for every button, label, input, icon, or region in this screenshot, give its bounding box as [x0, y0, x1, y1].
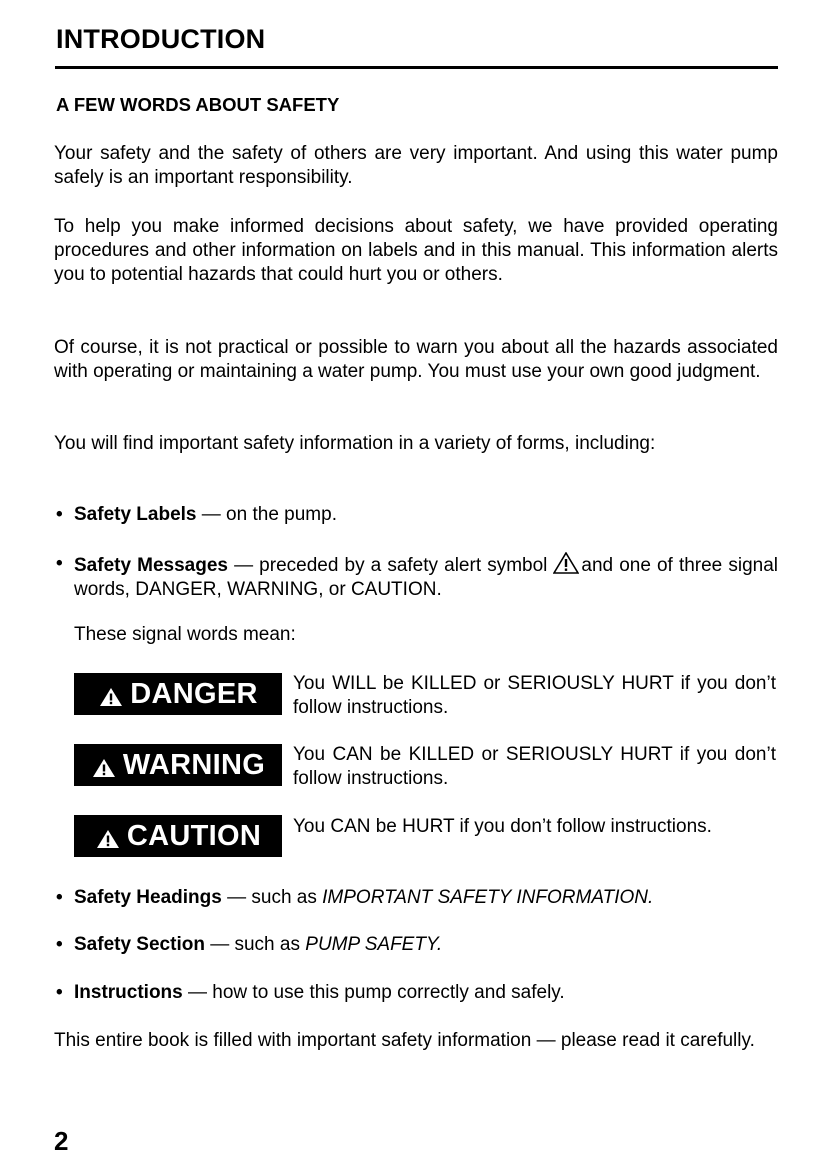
- danger-meaning: You WILL be KILLED or SERIOUSLY HURT if you don’t follow instructions.: [293, 673, 776, 718]
- bullet-safety-messages: [56, 552, 778, 602]
- title-rule: [55, 66, 778, 69]
- warning-signal-box: [74, 744, 282, 786]
- subheading: A FEW WORDS ABOUT SAFETY: [56, 94, 340, 115]
- bullet-text-after: and one of three signal words, DANGER, WARNING, or CAUTION.: [74, 555, 778, 600]
- bullet-text-before: — preceded by a safety alert symbol: [227, 555, 548, 576]
- caution-meaning: You CAN be HURT if you don’t follow instructions.: [293, 816, 712, 837]
- bullet-example: IMPORTANT SAFETY INFORMATION.: [322, 887, 654, 908]
- warning-triangle-icon: [98, 683, 124, 705]
- bullet-dot: •: [56, 934, 63, 955]
- bullet-term: Instructions: [74, 982, 183, 1003]
- bullet-dot: •: [56, 504, 63, 525]
- bullet-safety-labels: [56, 503, 776, 527]
- bullet-term: Safety Messages: [74, 555, 228, 576]
- bullet-term: Safety Headings: [74, 887, 222, 908]
- paragraph-3: Of course, it is not practical or possible to warn you about all the hazards associated with operating or maintaining a water pump. You must use your own good judgment.: [54, 337, 778, 382]
- warning-triangle-icon: [95, 825, 121, 847]
- bullet-dot: •: [56, 887, 63, 908]
- bullet-safety-section: [56, 933, 776, 957]
- bullet-text: — on the pump.: [196, 504, 337, 525]
- signal-word: WARNING: [122, 748, 266, 781]
- bullet-example: PUMP SAFETY.: [305, 934, 443, 955]
- safety-alert-triangle-icon: [553, 552, 579, 574]
- bullet-term: Safety Section: [74, 934, 205, 955]
- bullet-dot: •: [56, 982, 63, 1003]
- caution-signal-box: [74, 815, 282, 857]
- bullet-text: — how to use this pump correctly and safely.: [182, 982, 565, 1003]
- signal-word: DANGER: [130, 677, 258, 710]
- page-number: 2: [54, 1126, 69, 1156]
- bullet-text: — such as: [204, 934, 306, 955]
- bullet-term: Safety Labels: [74, 504, 197, 525]
- signal-intro: These signal words mean:: [74, 624, 296, 645]
- bullet-instructions: [56, 981, 776, 1005]
- danger-signal-box: [74, 673, 282, 715]
- warning-meaning: You CAN be KILLED or SERIOUSLY HURT if you don’t follow instructions.: [293, 744, 776, 789]
- bullet-safety-headings: [56, 886, 776, 910]
- signal-word: CAUTION: [126, 819, 262, 852]
- paragraph-4: You will find important safety information in a variety of forms, including:: [54, 433, 656, 454]
- warning-triangle-icon: [91, 754, 117, 776]
- closing-paragraph: This entire book is filled with important safety information — please read it carefully.: [54, 1030, 755, 1051]
- paragraph-2: To help you make informed decisions about safety, we have provided operating procedures and other information on labels and in this manual. This information alerts you to potential hazards that could hurt you or others.: [54, 216, 778, 285]
- paragraph-1: Your safety and the safety of others are very important. And using this water pump safely is an important responsibility.: [54, 143, 778, 188]
- section-title: INTRODUCTION: [56, 24, 266, 54]
- bullet-text: — such as: [221, 887, 323, 908]
- bullet-dot: •: [56, 553, 63, 574]
